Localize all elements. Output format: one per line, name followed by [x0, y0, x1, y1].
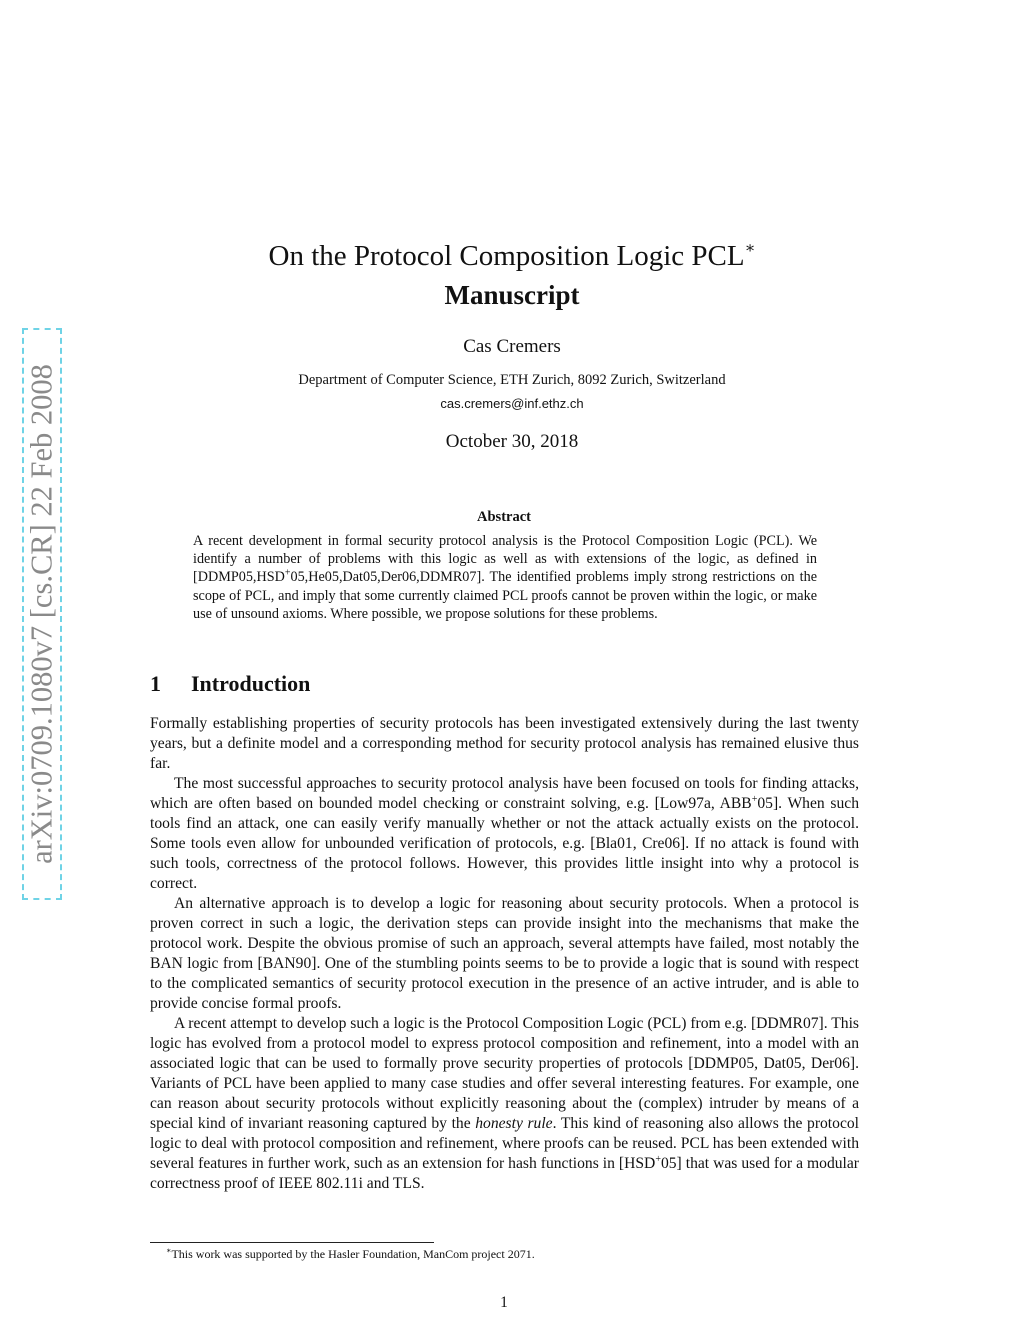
section-heading	[150, 671, 310, 697]
paragraph-text: . This kind of reasoning also allows the protocol logic to deal with protocol composition and refinement, where proofs can be reused. PCL has been extended with several features in further work, such as an extension for hash functions in [HSD	[150, 1115, 859, 1172]
arxiv-stamp	[22, 328, 62, 900]
emphasis-text: honesty rule	[475, 1115, 553, 1132]
arxiv-stamp-text: arXiv:0709.1080v7 [cs.CR] 22 Feb 2008	[24, 364, 59, 864]
abstract-body	[193, 532, 817, 623]
section-title: Introduction	[191, 671, 311, 696]
paragraph	[150, 774, 859, 894]
author-email: cas.cremers@inf.ethz.ch	[440, 396, 584, 411]
paragraph: Formally establishing properties of security protocols has been investigated extensively during the last twenty years, but a definite model and a corresponding method for security protocol analysis has remained elusive thus far.	[150, 715, 859, 772]
abstract-text-2: 05,He05,Dat05,Der06,DDMR07]. The identified problems imply strong restrictions on the scope of PCL, and imply that some currently claimed PCL proofs cannot be proven within the logic, or make use of unsound axioms. Where possible, we propose solutions for these problems.	[193, 569, 817, 622]
paragraph-text: A recent attempt to develop such a logic is the Protocol Composition Logic (PCL) from e.g. [DDMR07]. This logic has evolved from a protocol model to express protocol composition and refinement, into a model with an associated logic that can be used to formally prove security properties of protocols [DDMP05, Dat05, Der06]. Variants of PCL have been applied to many case studies and offer several interesting features. For example, one can reason about security protocols without explicitly reasoning about the (complex) intruder by means of a special kind of invariant reasoning captured by the	[150, 1015, 859, 1132]
paragraph	[150, 1014, 859, 1194]
abstract-heading: Abstract	[477, 509, 531, 525]
paper-date: October 30, 2018	[445, 431, 579, 452]
paper-title	[0, 240, 1024, 273]
author-name: Cas Cremers	[463, 336, 561, 357]
abstract-text-1: A recent development in formal security protocol analysis is the Protocol Composition Logic (PCL). We identify a number of problems with this logic as well as with extensions of the logic, as defined in [DDMP05,HSD	[193, 533, 817, 586]
section-number: 1	[150, 671, 161, 696]
title-footnote-mark: ∗	[744, 240, 756, 257]
footnote-divider	[150, 1242, 434, 1243]
paragraph: An alternative approach is to develop a logic for reasoning about security protocols. When a protocol is proven correct in such a logic, the derivation steps can provide insight into the mechanisms that make the protocol work. Despite the obvious promise of such an approach, several attempts have failed, most notably the BAN logic from [BAN90]. One of the stumbling points seems to be to provide a logic that is sound with respect to the complicated semantics of security protocol execution in the presence of an active intruder, and is able to provide concise formal proofs.	[150, 895, 859, 1012]
abstract-sup: +	[284, 567, 291, 579]
footnote	[150, 1246, 859, 1262]
author-affiliation: Department of Computer Science, ETH Zurich, 8092 Zurich, Switzerland	[298, 372, 726, 388]
page-number: 1	[500, 1294, 508, 1311]
citation-sup: +	[751, 793, 758, 805]
citation-sup: +	[655, 1153, 661, 1165]
paragraph-text: 05]. When such tools find an attack, one can easily verify manually whether or not the attack actually exists on the protocol. Some tools even allow for unbounded verification of protocols, e.g. [Bla01, Cre06]. If no attack is found with such tools, correctness of the protocol follows. However, this provides little insight into why a protocol is correct.	[150, 795, 859, 892]
paragraph-text: The most successful approaches to security protocol analysis have been focused on tools for finding attacks, which are often based on bounded model checking or constraint solving, e.g. [Low97a, ABB	[150, 775, 859, 812]
footnote-mark: ∗	[166, 1246, 172, 1255]
introduction-body	[150, 714, 859, 1194]
paper-subtitle: Manuscript	[444, 280, 580, 310]
paragraph-text: 05] that was used for a modular correctness proof of IEEE 802.11i and TLS.	[150, 1155, 859, 1192]
footnote-text: This work was supported by the Hasler Foundation, ManCom project 2071.	[171, 1247, 535, 1261]
paper-title-text: On the Protocol Composition Logic PCL	[268, 240, 745, 272]
